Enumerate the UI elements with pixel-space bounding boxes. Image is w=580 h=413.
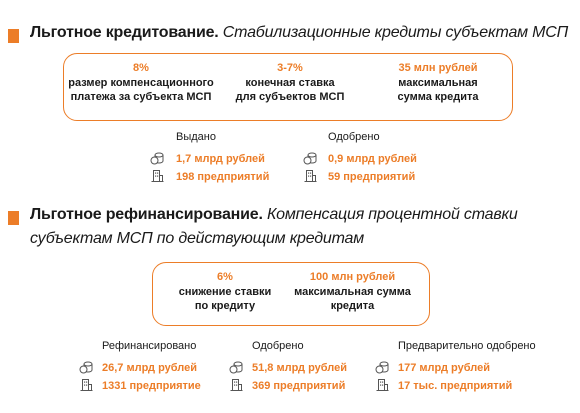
building-icon <box>375 378 389 392</box>
building-icon <box>303 169 317 183</box>
term-desc-line: кредита <box>330 300 375 312</box>
term-desc-line: конечная ставка <box>245 77 335 89</box>
section-marker <box>8 29 19 43</box>
term-desc-line: по кредиту <box>194 300 256 312</box>
term-compensation <box>63 61 219 104</box>
stat-amount: 1,7 млрд рублей <box>176 153 265 165</box>
stat-amount: 51,8 млрд рублей <box>252 362 348 374</box>
term-rate-reduction <box>165 270 285 313</box>
term-max-amount <box>370 61 506 104</box>
section-1-title-bold: Льготное кредитование. <box>30 24 219 41</box>
stat-amount: 177 млрд рублей <box>398 362 490 374</box>
term-desc-line: сумма кредита <box>397 91 479 103</box>
stat-companies: 59 предприятий <box>328 171 416 183</box>
stat-label-approved: Одобрено <box>252 340 304 352</box>
term-value: 100 млн рублей <box>309 271 396 283</box>
term-max-amount <box>285 270 420 313</box>
stat-label-issued: Выдано <box>176 131 216 143</box>
term-desc-line: снижение ставки <box>178 286 272 298</box>
stat-label-refinanced: Рефинансировано <box>102 340 197 352</box>
section-1-title-italic: Стабилизационные кредиты субъектам МСП <box>222 24 569 41</box>
term-value: 35 млн рублей <box>398 62 478 74</box>
term-value: 8% <box>133 62 149 74</box>
coins-icon <box>229 360 243 374</box>
term-desc-line: для субъектов МСП <box>235 91 345 103</box>
section-2-title-line-2 <box>30 228 364 250</box>
stat-companies: 198 предприятий <box>176 171 270 183</box>
stat-companies: 17 тыс. предприятий <box>398 380 513 392</box>
term-desc-line: размер компенсационного <box>68 77 214 89</box>
stat-companies: 1331 предприятие <box>102 380 201 392</box>
coins-icon <box>150 151 164 165</box>
coins-icon <box>375 360 389 374</box>
term-final-rate <box>222 61 358 104</box>
section-marker <box>8 211 19 225</box>
section-2-title-italic: Компенсация процентной ставки <box>266 206 518 223</box>
stat-companies: 369 предприятий <box>252 380 346 392</box>
term-desc-line: платежа за субъекта МСП <box>70 91 212 103</box>
stat-amount: 26,7 млрд рублей <box>102 362 198 374</box>
term-desc-line: максимальная сумма <box>294 286 411 298</box>
term-value: 6% <box>217 271 233 283</box>
coins-icon <box>303 151 317 165</box>
building-icon <box>229 378 243 392</box>
stat-label-approved: Одобрено <box>328 131 380 143</box>
term-value: 3-7% <box>277 62 303 74</box>
section-1-title <box>30 22 568 44</box>
section-2-title <box>30 204 518 226</box>
section-2-title-italic: субъектам МСП по действующим кредитам <box>30 230 365 247</box>
term-desc-line: максимальная <box>398 77 478 89</box>
building-icon <box>79 378 93 392</box>
stat-amount: 0,9 млрд рублей <box>328 153 417 165</box>
section-2-title-bold: Льготное рефинансирование. <box>30 206 263 223</box>
coins-icon <box>79 360 93 374</box>
stat-label-pre-approved: Предварительно одобрено <box>398 340 536 352</box>
building-icon <box>150 169 164 183</box>
